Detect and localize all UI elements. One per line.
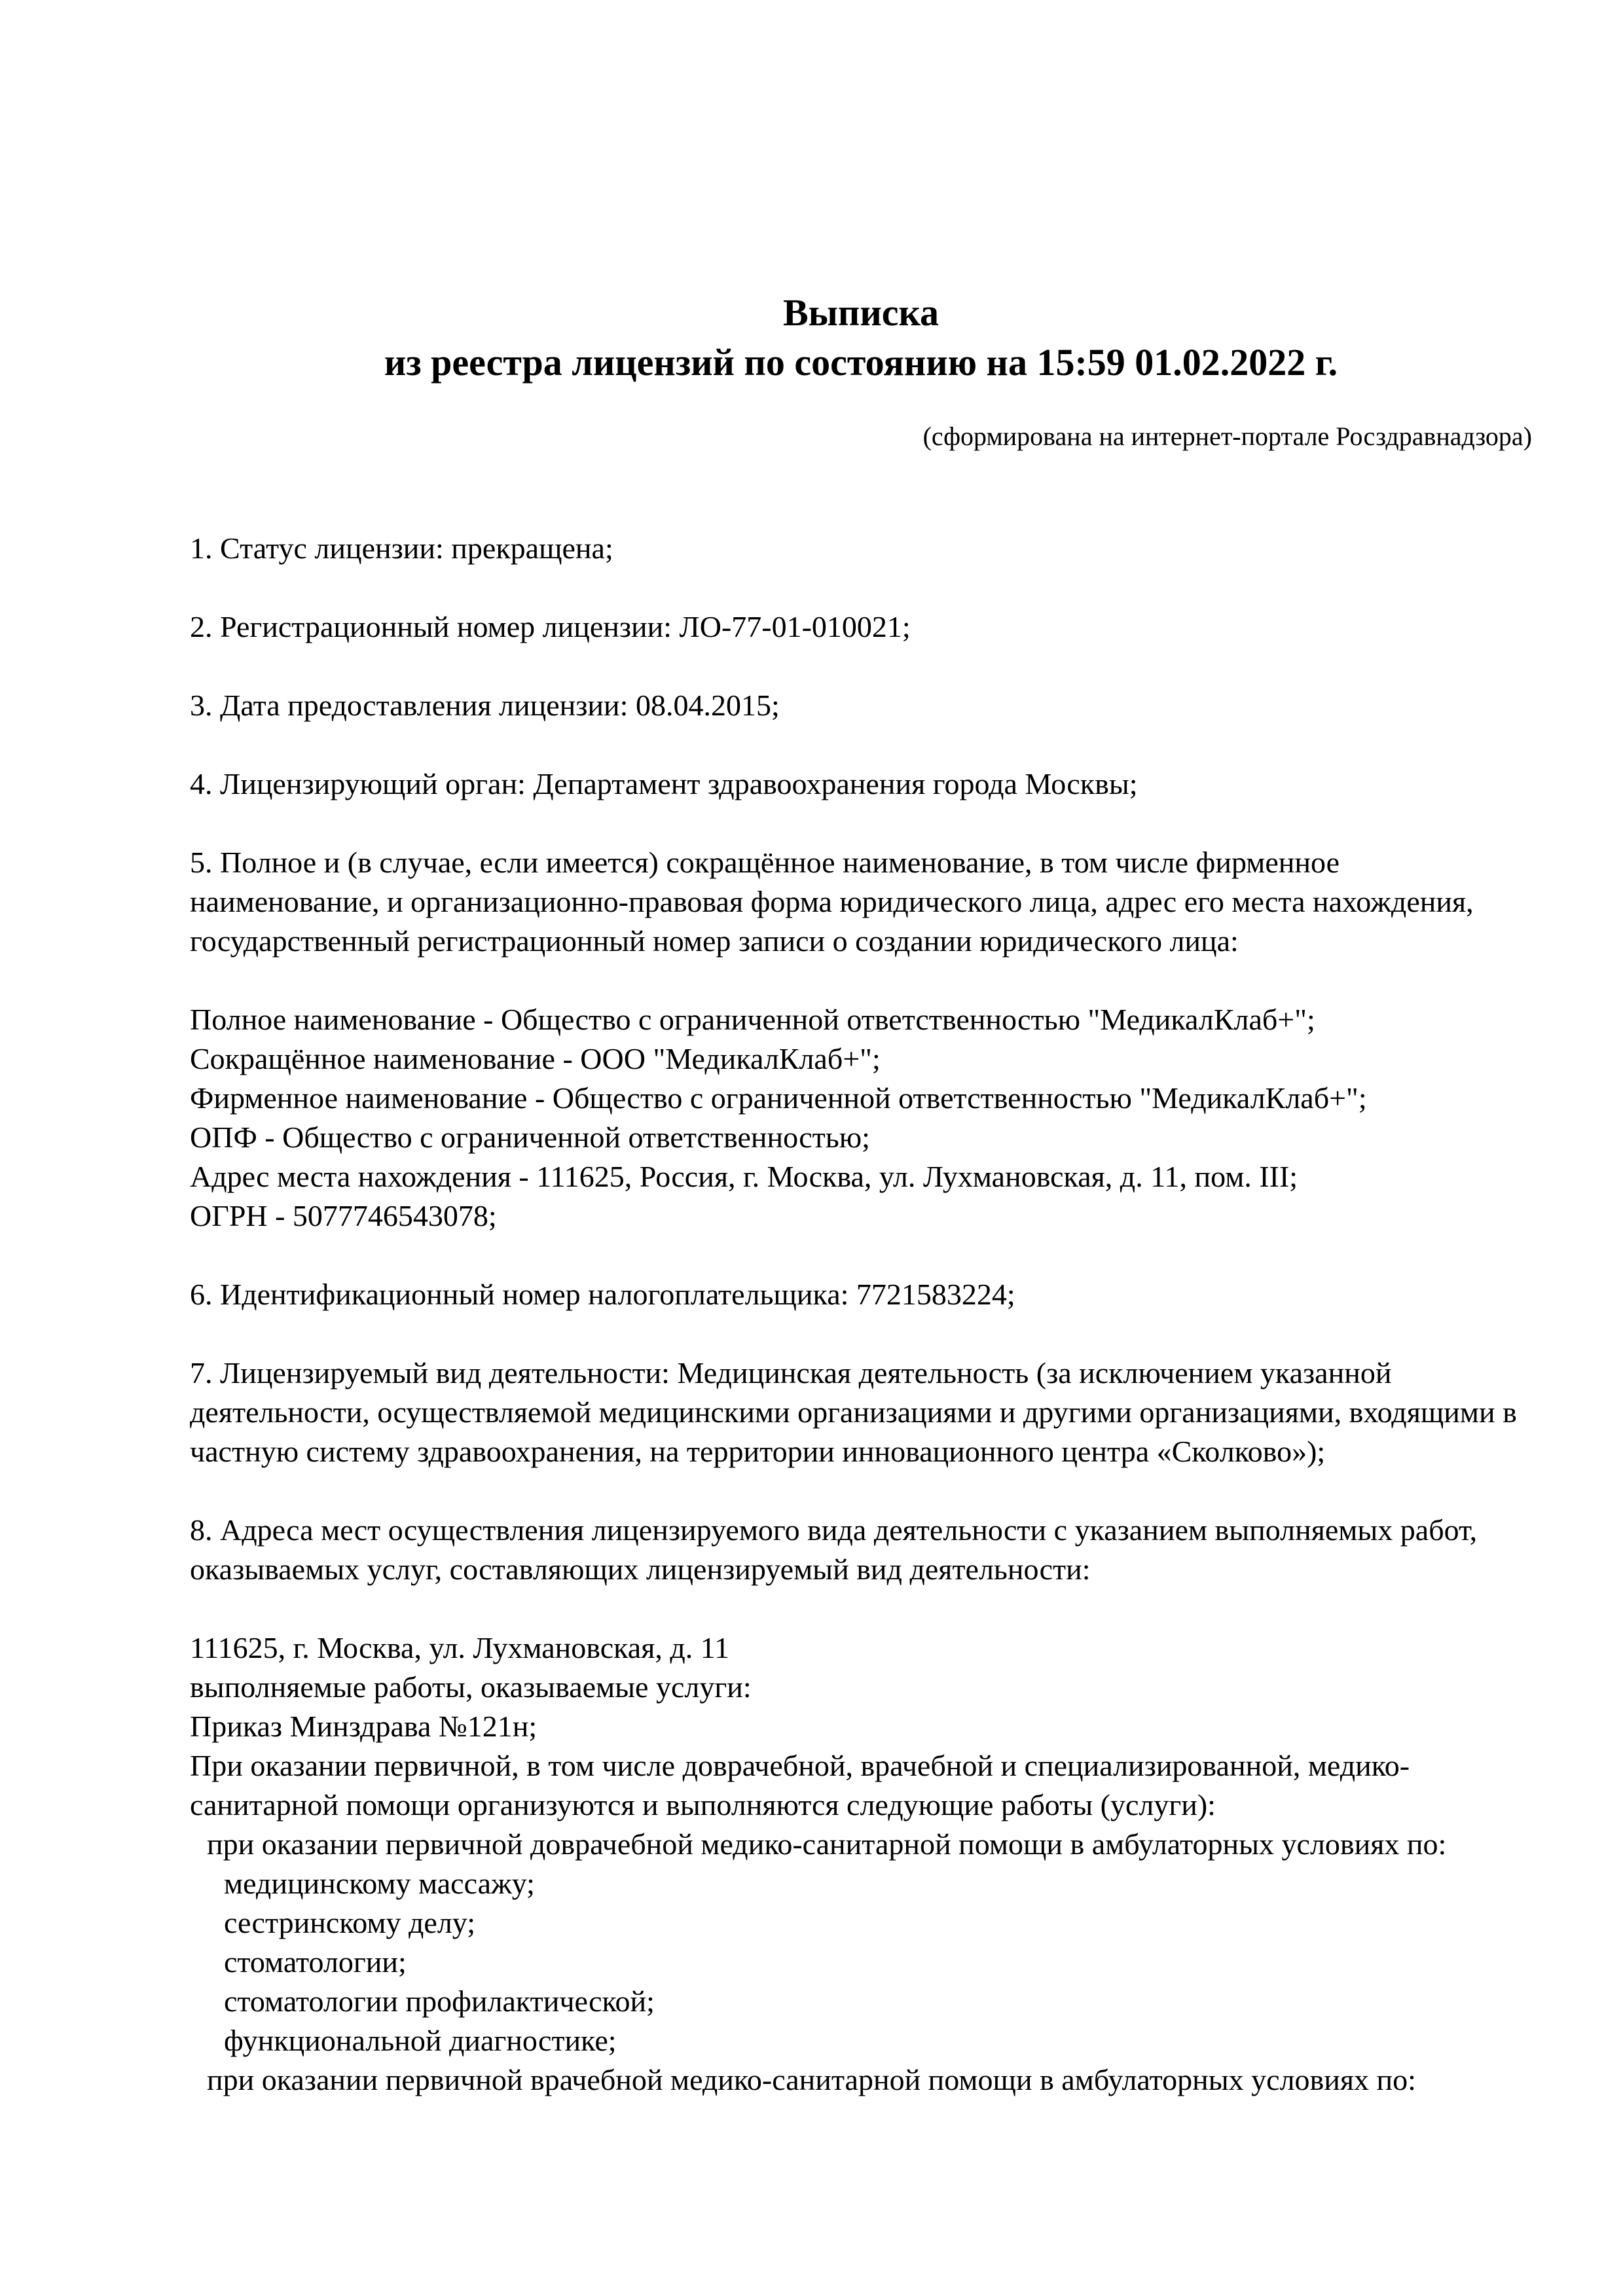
document-line: Полное наименование - Общество с ограниченной ответственностью "МедикалКлаб+"; — [190, 1003, 1315, 1036]
document-paragraph: 5. Полное и (в случае, если имеется) сокращённое наименование, в том числе фирменное наименование, и организационно-правовая форма юридического лица, адрес его места нахождения, государственный регистрационный номер записи о создании юридического лица: — [190, 846, 1474, 958]
document-paragraph: 6. Идентификационный номер налогоплательщика: 7721583224; — [190, 1278, 1015, 1311]
document-line: ОГРН - 5077746543078; — [190, 1199, 497, 1232]
document-line: Фирменное наименование - Общество с ограниченной ответственностью "МедикалКлаб+"; — [190, 1081, 1367, 1115]
document-title-line2: из реестра лицензий по состоянию на 15:59 01.02.2022 г. — [384, 341, 1338, 384]
document-line: При оказании первичной, в том числе доврачебной, врачебной и специализированной, медико-санитарной помощи организуются и выполняются следующие работы (услуги): — [190, 1749, 1410, 1821]
document-paragraph: 8. Адреса мест осуществления лицензируемого вида деятельности с указанием выполняемых работ, оказываемых услуг, составляющих лицензируемый вид деятельности: — [190, 1513, 1478, 1586]
document-paragraph: 4. Лицензирующий орган: Департамент здравоохранения города Москвы; — [190, 767, 1138, 800]
document-line: 111625, г. Москва, ул. Лухмановская, д. 11 — [190, 1631, 730, 1664]
document-line: стоматологии профилактической; — [224, 1984, 655, 2018]
document-line: Сокращённое наименование - ООО "МедикалКлаб+"; — [190, 1042, 881, 1075]
document-title-line1: Выписка — [782, 291, 939, 334]
document-paragraph: 7. Лицензируемый вид деятельности: Медицинская деятельность (за исключением указанной деятельности, осуществляемой медицинскими организациями и другими организациями, входящими в частную систему здравоохранения, на территории инновационного центра «Сколково»); — [190, 1356, 1517, 1468]
document-line: медицинскому массажу; — [224, 1867, 535, 1900]
document-line: стоматологии; — [224, 1945, 407, 1979]
document-line: Приказ Минздрава №121н; — [190, 1710, 538, 1743]
generation-note: (сформирована на интернет-портале Росздравнадзора) — [922, 422, 1532, 451]
document-line: при оказании первичной доврачебной медико-санитарной помощи в амбулаторных условиях по: — [207, 1827, 1447, 1861]
document-line: выполняемые работы, оказываемые услуги: — [190, 1670, 752, 1704]
document-paragraph: 3. Дата предоставления лицензии: 08.04.2015; — [190, 689, 780, 722]
document-paragraph: 1. Статус лицензии: прекращена; — [190, 531, 613, 565]
document-line: сестринскому делу; — [224, 1906, 475, 1939]
document-line: ОПФ - Общество с ограниченной ответственностью; — [190, 1121, 870, 1154]
document-line: при оказании первичной врачебной медико-санитарной помощи в амбулаторных условиях по: — [207, 2063, 1416, 2096]
document-line: Адрес места нахождения - 111625, Россия, г. Москва, ул. Лухмановская, д. 11, пом. III; — [190, 1160, 1298, 1193]
document-paragraph: 2. Регистрационный номер лицензии: ЛО-77-01-010021; — [190, 610, 911, 643]
document-body — [190, 529, 1532, 2100]
document-line: функциональной диагностике; — [224, 2024, 617, 2057]
